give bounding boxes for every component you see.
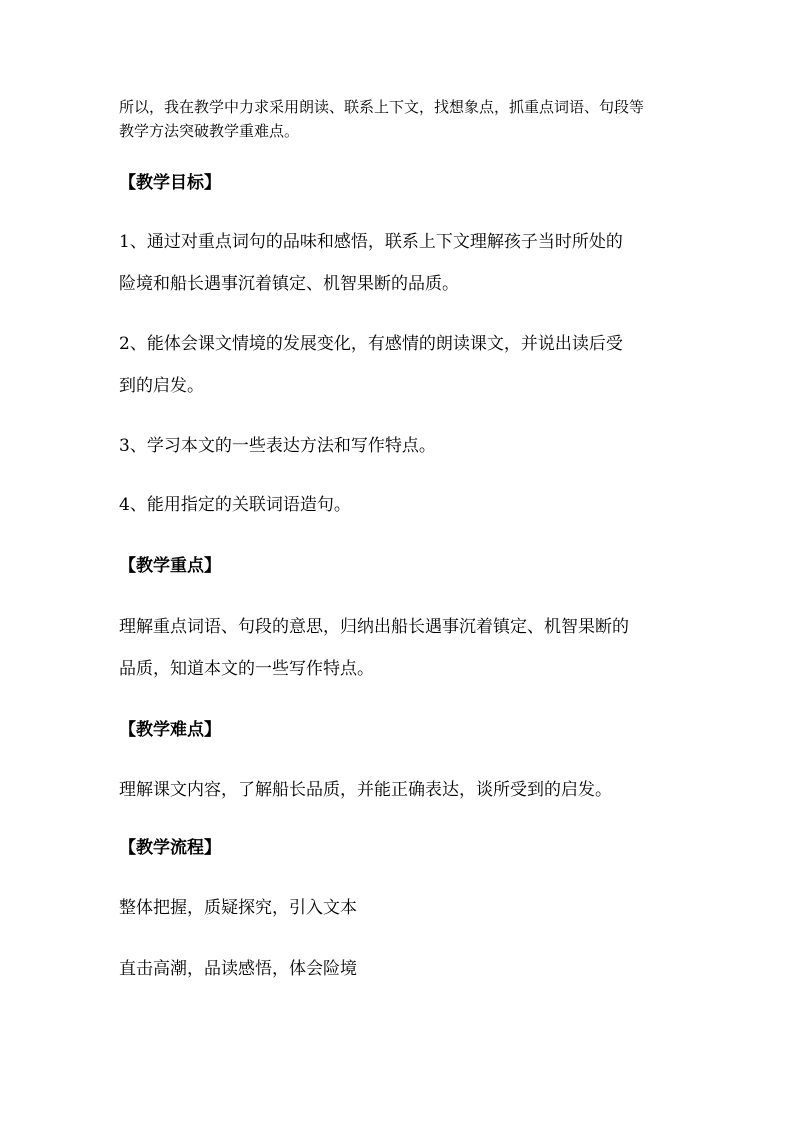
goal-3: 3、学习本文的一些表达方法和写作特点。 [119,436,436,456]
difficulties-heading: 【教学难点】 [119,720,221,740]
intro-line-2: 教学方法突破教学重难点。 [119,122,300,140]
key-points-line-2: 品质，知道本文的一些写作特点。 [119,659,374,679]
goal-1-line-2: 险境和船长遇事沉着镇定、机智果断的品质。 [119,274,459,294]
intro-line-1: 所以，我在教学中力求采用朗读、联系上下文，找想象点，抓重点词语、句段等 [119,98,645,116]
goal-1-line-1: 1、通过对重点词句的品味和感悟，联系上下文理解孩子当时所处的 [119,232,623,252]
key-points-heading: 【教学重点】 [119,556,221,576]
goal-2-line-1: 2、能体会课文情境的发展变化，有感情的朗读课文，并说出读后受 [119,334,623,354]
process-step-1: 整体把握，质疑探究，引入文本 [119,898,357,918]
process-step-2: 直击高潮，品读感悟，体会险境 [119,959,357,979]
process-heading: 【教学流程】 [119,838,221,858]
goals-heading: 【教学目标】 [119,173,221,193]
difficulties-line-1: 理解课文内容，了解船长品质，并能正确表达，谈所受到的启发。 [119,780,612,800]
goal-2-line-2: 到的启发。 [119,376,204,396]
key-points-line-1: 理解重点词语、句段的意思，归纳出船长遇事沉着镇定、机智果断的 [119,617,629,637]
goal-4: 4、能用指定的关联词语造句。 [119,495,351,515]
